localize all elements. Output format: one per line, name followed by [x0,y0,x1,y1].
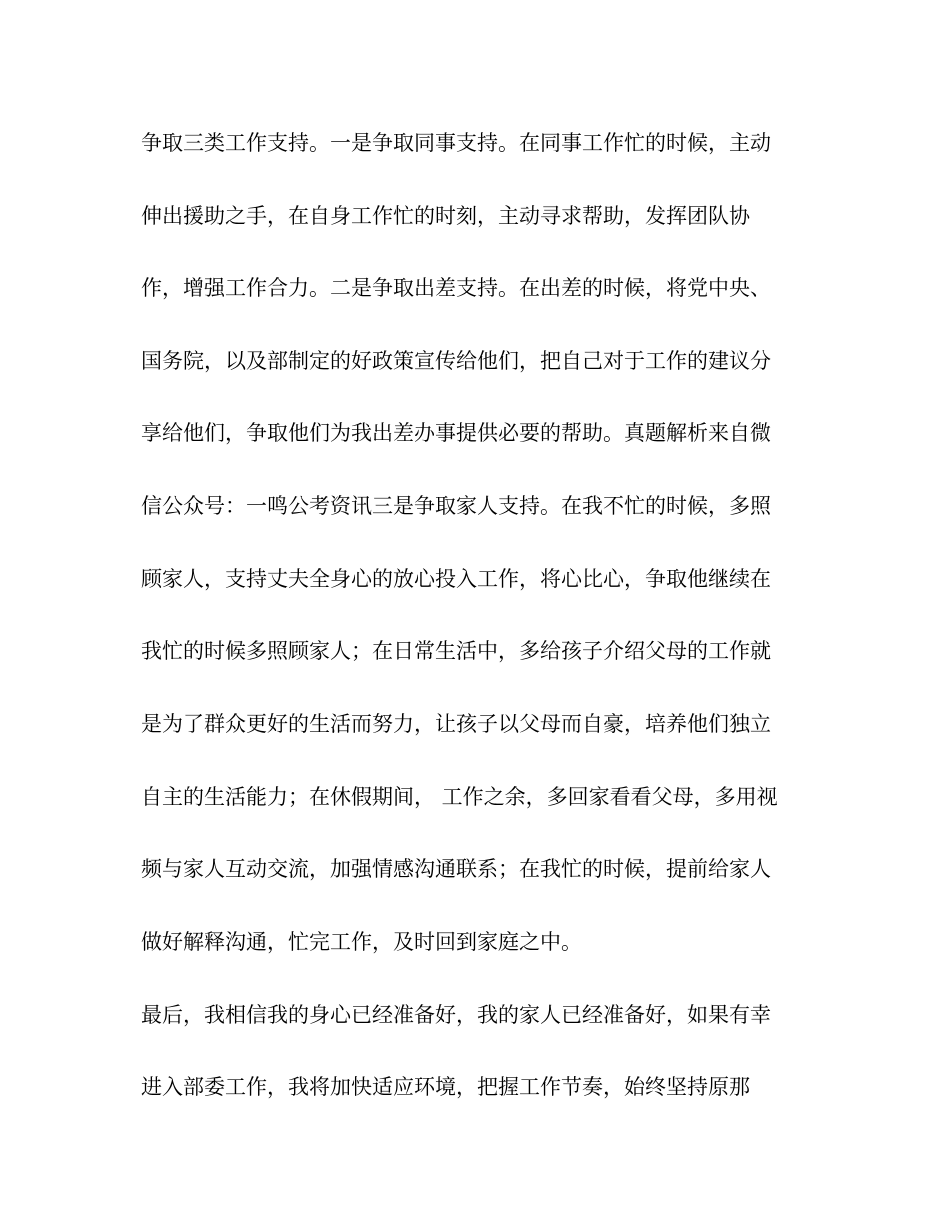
text-line: 最后，我相信我的身心已经准备好，我的家人已经准备好，如果有幸 [141,1003,771,1027]
text-line: 顾家人，支持丈夫全身心的放心投入工作，将心比心，争取他继续在 [141,567,771,591]
text-line: 作，增强工作合力。二是争取出差支持。在出差的时候，将党中央、 [141,276,771,300]
text-line: 信公众号：一鸣公考资讯三是争取家人支持。在我不忙的时候，多照 [141,494,771,518]
text-line: 是为了群众更好的生活而努力，让孩子以父母而自豪，培养他们独立 [141,712,771,736]
text-line: 享给他们，争取他们为我出差办事提供必要的帮助。真题解析来自微 [141,421,771,445]
text-line: 争取三类工作支持。一是争取同事支持。在同事工作忙的时候，主动 [141,131,771,155]
text-line: 频与家人互动交流，加强情感沟通联系；在我忙的时候，提前给家人 [141,857,771,881]
text-line: 做好解释沟通，忙完工作，及时回到家庭之中。 [141,930,582,954]
text-line: 伸出援助之手，在自身工作忙的时刻，主动寻求帮助，发挥团队协 [141,204,750,228]
text-line: 进入部委工作，我将加快适应环境，把握工作节奏，始终坚持原那 [141,1075,750,1099]
text-line: 我忙的时候多照顾家人；在日常生活中，多给孩子介绍父母的工作就 [141,639,771,663]
text-line: 国务院，以及部制定的好政策宣传给他们，把自己对于工作的建议分 [141,349,771,373]
text-line: 自主的生活能力；在休假期间， 工作之余，多回家看看父母，多用视 [141,785,778,809]
